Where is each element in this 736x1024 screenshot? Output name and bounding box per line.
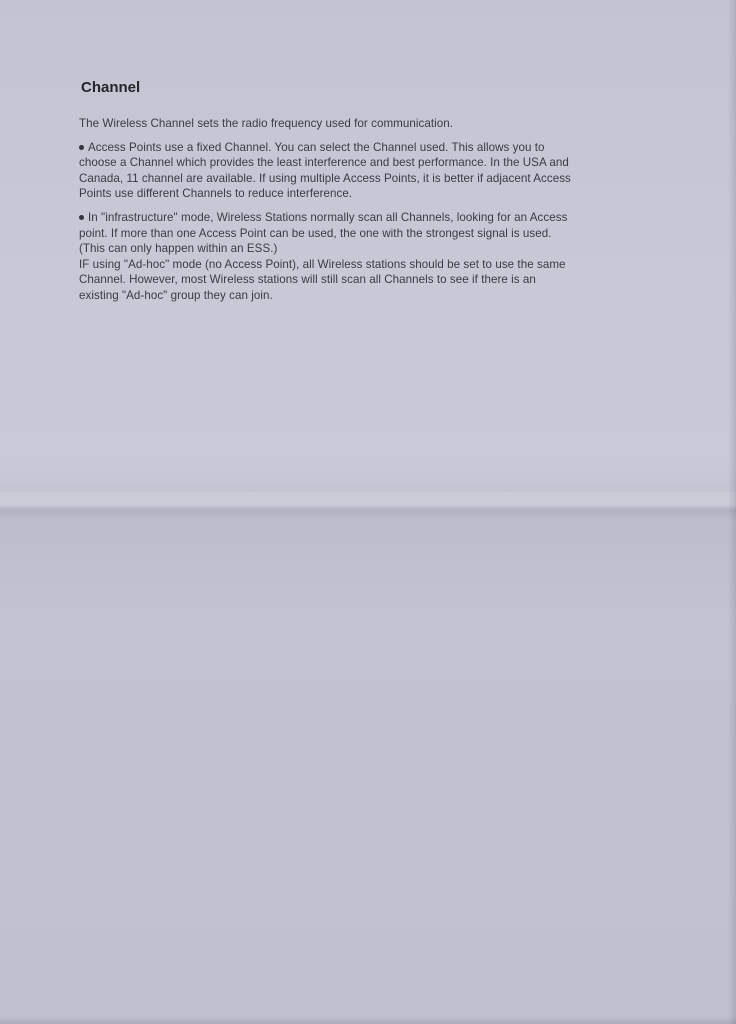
intro-text: The Wireless Channel sets the radio frequency used for communication. — [79, 117, 453, 130]
intro-paragraph — [79, 116, 679, 132]
bullet-line: point. If more than one Access Point can be used, the one with the strongest signal is used. — [79, 226, 552, 240]
section-title: Channel — [81, 79, 141, 96]
bullet-line: (This can only happen within an ESS.) — [79, 242, 278, 256]
paper-edge-shadow-right — [728, 0, 736, 1024]
bullet-line — [79, 140, 679, 156]
bullet-line: existing "Ad-hoc" group they can join. — [79, 288, 273, 302]
bullet-icon — [79, 145, 84, 150]
document-content — [79, 78, 679, 312]
bullet-line: Canada, 11 channel are available. If using multiple Access Points, it is better if adjacent Access — [79, 171, 571, 185]
bullet-line-text: In "infrastructure" mode, Wireless Stations normally scan all Channels, looking for an Access — [88, 210, 568, 224]
bullet-line: choose a Channel which provides the least interference and best performance. In the USA and — [79, 156, 569, 170]
bullet-paragraph-access-points — [79, 140, 679, 202]
bullet-paragraph-infrastructure — [79, 210, 679, 304]
paper-edge-shadow-bottom — [0, 1016, 736, 1024]
paper-fold — [0, 492, 736, 522]
bullet-line-text: Access Points use a fixed Channel. You can select the Channel used. This allows you to — [88, 140, 545, 154]
bullet-line: Channel. However, most Wireless stations will still scan all Channels to see if there is an — [79, 273, 536, 287]
bullet-icon — [79, 215, 84, 220]
bullet-line: Points use different Channels to reduce interference. — [79, 187, 353, 201]
bullet-line — [79, 210, 679, 226]
bullet-line: IF using "Ad-hoc" mode (no Access Point), all Wireless stations should be set to use the same — [79, 257, 566, 271]
